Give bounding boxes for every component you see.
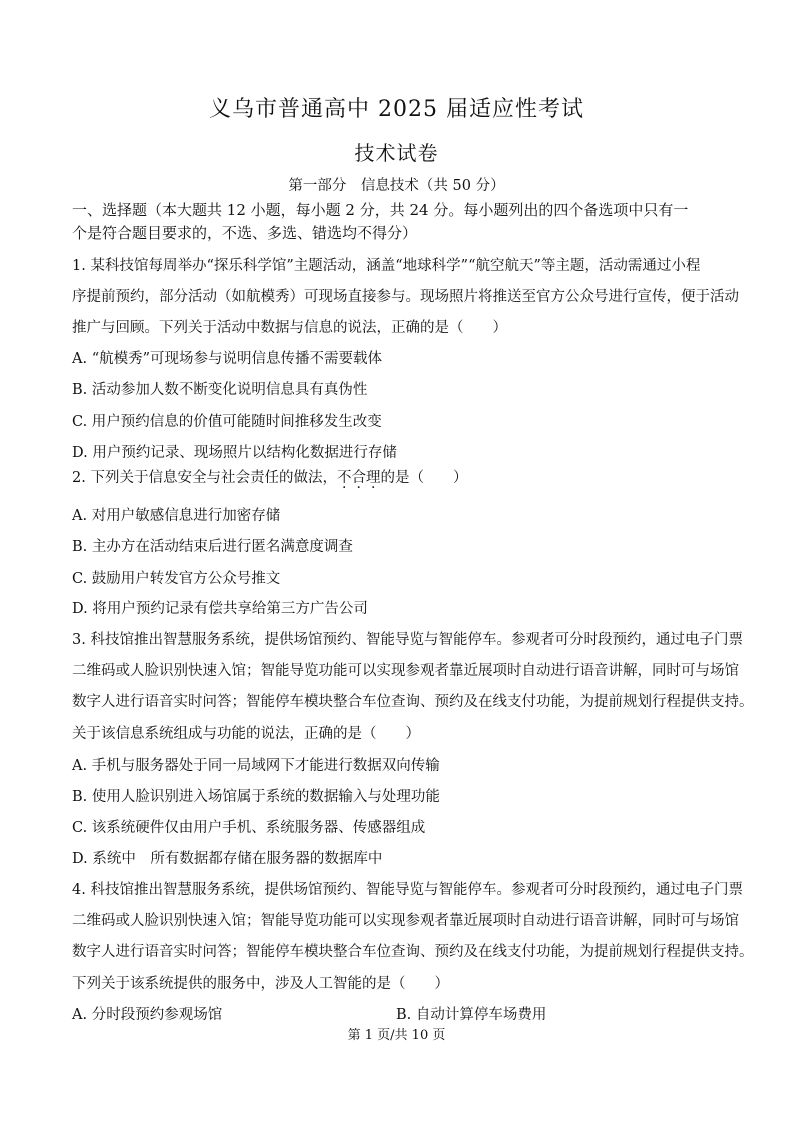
q2-stem-before: 2. 下列关于信息安全与社会责任的做法， (72, 470, 337, 486)
q2-stem (72, 466, 732, 487)
section-instructions-line-2: 个是符合题目要求的，不选、多选、错选均不得分） (72, 224, 418, 242)
section-instructions-line-1: 一、选择题（本大题共 12 小题，每小题 2 分，共 24 分。每小题列出的四个备选项中只有一 (72, 201, 689, 219)
q1-stem-line-1: 1. 某科技馆每周举办“探乐科学馆”主题活动，涵盖“地球科学”“航空航天”等主题，活动需通过小程 (72, 258, 701, 274)
q2-stem-emphasis: 不合理 (336, 470, 381, 486)
q4-stem-line-1: 4. 科技馆推出智慧服务系统，提供场馆预约、智能导览与智能停车。参观者可分时段预约，通过电子门票 (72, 882, 743, 898)
page-number: 第 1 页/共 10 页 (347, 1028, 446, 1043)
q1-option-a: A. “航模秀”可现场参与说明信息传播不需要载体 (72, 351, 383, 367)
q4-option-b: B. 自动计算停车场费用 (396, 1007, 547, 1023)
q3-stem-line-3: 数字人进行语音实时问答；智能停车模块整合车位查询、预约及在线支付功能，为提前规划行程提供支持。 (72, 694, 754, 710)
q3-stem-line-4: 关于该信息系统组成与功能的说法，正确的是（ ） (72, 726, 420, 742)
q2-option-d: D. 将用户预约记录有偿共享给第三方广告公司 (72, 601, 368, 617)
q3-stem-line-2: 二维码或人脸识别快速入馆；智能导览功能可以实现参观者靠近展项时自动进行语音讲解，同时可与场馆 (72, 663, 739, 679)
q1-stem-line-3: 推广与回顾。下列关于活动中数据与信息的说法，正确的是（ ） (72, 320, 507, 336)
q1-option-b: B. 活动参加人数不断变化说明信息具有真伪性 (72, 382, 368, 398)
q4-stem-line-2: 二维码或人脸识别快速入馆；智能导览功能可以实现参观者靠近展项时自动进行语音讲解，同时可与场馆 (72, 913, 739, 929)
q3-stem-line-1: 3. 科技馆推出智慧服务系统，提供场馆预约、智能导览与智能停车。参观者可分时段预约，通过电子门票 (72, 632, 743, 648)
q4-stem-line-3: 数字人进行语音实时问答；智能停车模块整合车位查询、预约及在线支付功能，为提前规划行程提供支持。 (72, 944, 754, 960)
q1-option-d: D. 用户预约记录、现场照片以结构化数据进行存储 (72, 445, 397, 461)
q4-stem-line-4: 下列关于该系统提供的服务中，涉及人工智能的是（ ） (72, 976, 449, 992)
q1-stem-line-2: 序提前预约，部分活动（如航模秀）可现场直接参与。现场照片将推送至官方公众号进行宣传，便于活动 (72, 289, 739, 305)
q3-option-b: B. 使用人脸识别进入场馆属于系统的数据输入与处理功能 (72, 789, 440, 805)
q3-option-d: D. 系统中 所有数据都存储在服务器的数据库中 (72, 851, 383, 867)
q2-stem-after: 的是（ ） (380, 470, 468, 486)
exam-subtitle: 技术试卷 (354, 141, 439, 165)
exam-title: 义乌市普通高中 2025 届适应性考试 (209, 97, 584, 122)
q2-option-b: B. 主办方在活动结束后进行匿名满意度调查 (72, 539, 353, 555)
q2-option-a: A. 对用户敏感信息进行加密存储 (72, 508, 281, 524)
q4-option-a: A. 分时段预约参观场馆 (72, 1007, 223, 1023)
q3-option-a: A. 手机与服务器处于同一局域网下才能进行数据双向传输 (72, 758, 440, 774)
q3-option-c: C. 该系统硬件仅由用户手机、系统服务器、传感器组成 (72, 820, 426, 836)
q2-option-c: C. 鼓励用户转发官方公众号推文 (72, 571, 281, 587)
q1-option-c: C. 用户预约信息的价值可能随时间推移发生改变 (72, 414, 382, 430)
part-heading: 第一部分 信息技术（共 50 分） (288, 178, 505, 194)
